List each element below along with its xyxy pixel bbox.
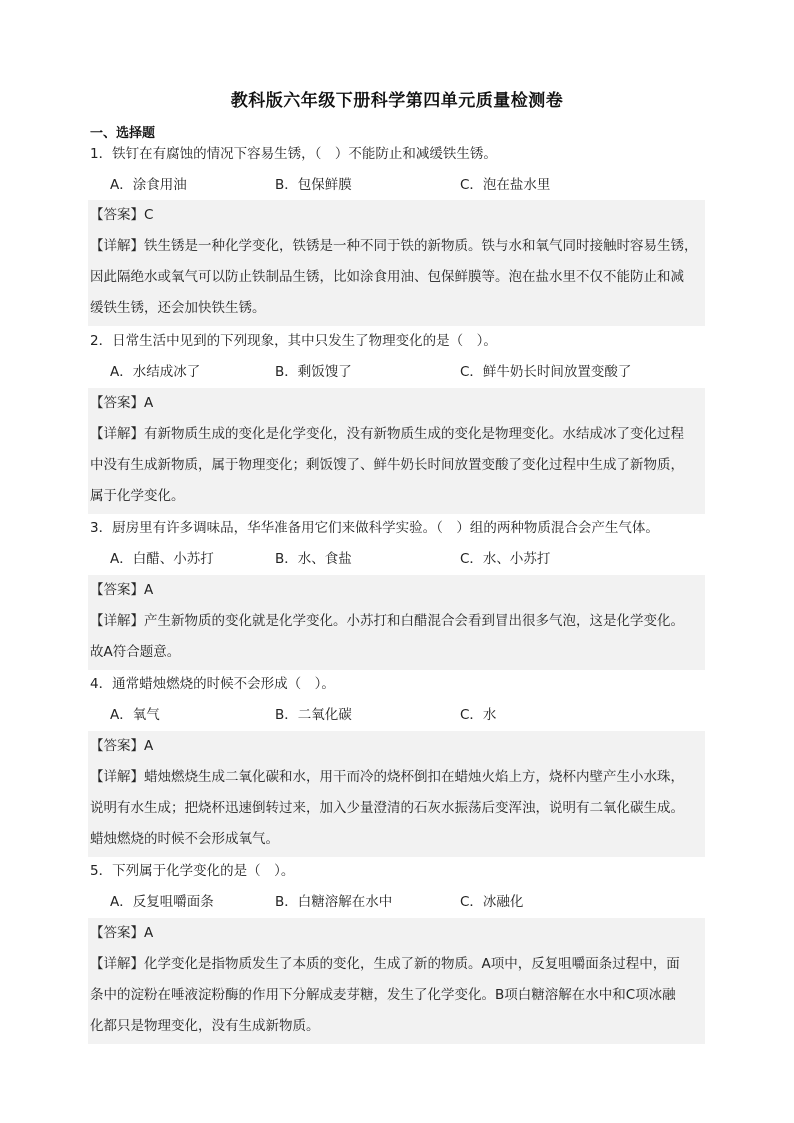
question-stem: 3．厨房里有许多调味品，华华准备用它们来做科学实验。（ ）组的两种物质混合会产生气体。: [90, 520, 659, 536]
section-heading: 一、选择题: [90, 126, 156, 141]
explain-line: [90, 611, 702, 631]
option-a: A．涂食用油: [110, 177, 187, 193]
explain-text: 有新物质生成的变化是化学变化，没有新物质生成的变化是物理变化。水结成冰了变化过程: [144, 426, 684, 442]
explain-line: 故A符合题意。: [90, 644, 181, 660]
option-a: A．氧气: [110, 707, 160, 723]
explain-line: 条中的淀粉在唾液淀粉酶的作用下分解成麦芽糖，发生了化学变化。B项白糖溶解在水中和C项冰融: [90, 987, 676, 1003]
explain-line: [90, 954, 702, 974]
explain-label: 【详解】: [90, 426, 144, 442]
explain-label: 【详解】: [90, 613, 144, 629]
answer-line: [90, 736, 702, 756]
answer-line: [90, 205, 702, 225]
explain-label: 【详解】: [90, 769, 144, 785]
question-stem: 1．铁钉在有腐蚀的情况下容易生锈，（ ）不能防止和减缓铁生锈。: [90, 146, 497, 162]
explain-text: 铁生锈是一种化学变化，铁锈是一种不同于铁的新物质。铁与水和氧气同时接触时容易生锈，: [144, 238, 698, 254]
explain-line: [90, 236, 702, 256]
option-c: C．泡在盐水里: [460, 177, 551, 193]
answer-value: A: [144, 582, 154, 598]
answer-line: [90, 923, 702, 943]
question-stem: 5．下列属于化学变化的是（ ）。: [90, 863, 295, 879]
explain-line: 说明有水生成；把烧杯迅速倒转过来，加入少量澄清的石灰水振荡后变浑浊，说明有二氧化碳生成。: [90, 800, 684, 816]
explain-line: [90, 424, 702, 444]
option-b: B．剩饭馊了: [275, 364, 352, 380]
answer-value: A: [144, 395, 154, 411]
explain-line: 中没有生成新物质，属于物理变化；剩饭馊了、鲜牛奶长时间放置变酸了变化过程中生成了新物质，: [90, 457, 684, 473]
question-stem: 2．日常生活中见到的下列现象，其中只发生了物理变化的是（ ）。: [90, 333, 497, 349]
answer-value: A: [144, 738, 154, 754]
option-b: B．白糖溶解在水中: [275, 894, 393, 910]
explain-line: 化都只是物理变化，没有生成新物质。: [90, 1018, 320, 1034]
option-b: B．水、食盐: [275, 551, 352, 567]
option-a: A．水结成冰了: [110, 364, 201, 380]
option-c: C．水: [460, 707, 497, 723]
explain-label: 【详解】: [90, 238, 144, 254]
answer-label: 【答案】: [90, 738, 144, 754]
explain-line: 因此隔绝水或氧气可以防止铁制品生锈，比如涂食用油、包保鲜膜等。泡在盐水里不仅不能防止和减: [90, 269, 684, 285]
answer-label: 【答案】: [90, 925, 144, 941]
answer-label: 【答案】: [90, 582, 144, 598]
answer-line: [90, 580, 702, 600]
explain-line: [90, 767, 702, 787]
option-b: B．二氧化碳: [275, 707, 352, 723]
option-a: A．反复咀嚼面条: [110, 894, 214, 910]
option-a: A．白醋、小苏打: [110, 551, 214, 567]
explain-text: 产生新物质的变化就是化学变化。小苏打和白醋混合会看到冒出很多气泡，这是化学变化。: [144, 613, 684, 629]
answer-label: 【答案】: [90, 395, 144, 411]
option-c: C．鲜牛奶长时间放置变酸了: [460, 364, 632, 380]
option-c: C．水、小苏打: [460, 551, 551, 567]
answer-line: [90, 393, 702, 413]
explain-text: 蜡烛燃烧生成二氧化碳和水，用干而冷的烧杯倒扣在蜡烛火焰上方，烧杯内壁产生小水珠，: [144, 769, 684, 785]
explain-line: 蜡烛燃烧的时候不会形成氧气。: [90, 831, 279, 847]
explain-label: 【详解】: [90, 956, 144, 972]
answer-label: 【答案】: [90, 207, 144, 223]
answer-value: C: [144, 207, 154, 223]
explain-line: 缓铁生锈，还会加快铁生锈。: [90, 300, 266, 316]
option-b: B．包保鲜膜: [275, 177, 352, 193]
question-stem: 4．通常蜡烛燃烧的时候不会形成（ ）。: [90, 676, 335, 692]
explain-text: 化学变化是指物质发生了本质的变化，生成了新的物质。A项中，反复咀嚼面条过程中，面: [144, 956, 680, 972]
option-c: C．冰融化: [460, 894, 524, 910]
worksheet-title: 教科版六年级下册科学第四单元质量检测卷: [230, 91, 564, 111]
explain-line: 属于化学变化。: [90, 488, 185, 504]
answer-value: A: [144, 925, 154, 941]
